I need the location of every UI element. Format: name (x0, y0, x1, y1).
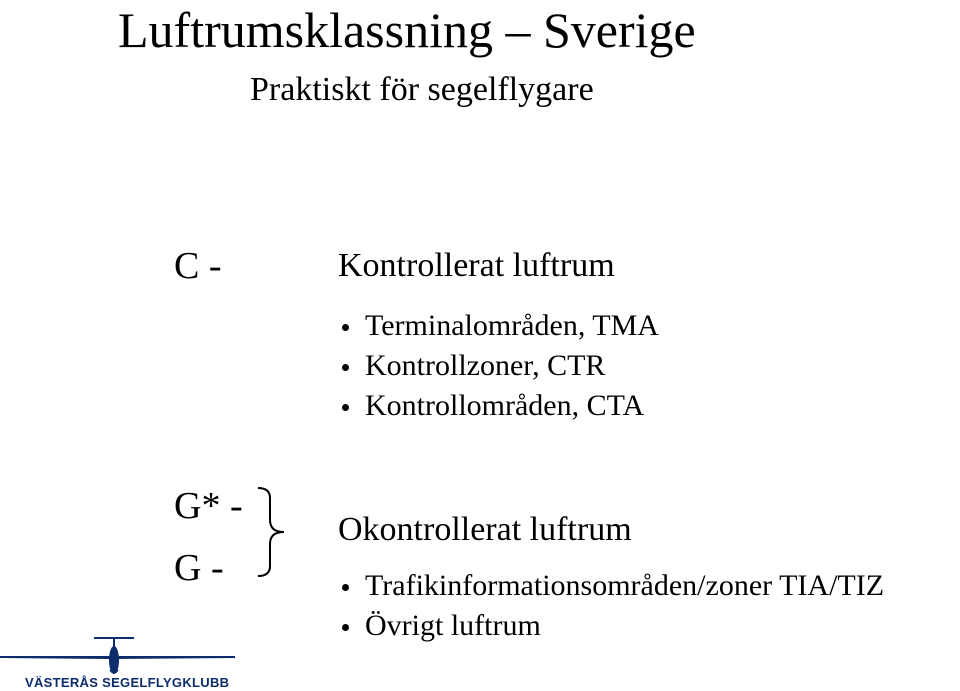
club-logo-text: VÄSTERÅS SEGELFLYGKLUBB (25, 675, 230, 690)
list-item: Trafikinformationsområden/zoner TIA/TIZ (338, 566, 884, 606)
class-g-label: G - (174, 547, 224, 589)
list-item: Kontrollområden, CTA (338, 386, 659, 426)
class-g-star-label: G* - (174, 485, 243, 527)
list-item: Övrigt luftrum (338, 606, 884, 646)
brace-icon (254, 486, 294, 578)
list-item: Kontrollzoner, CTR (338, 346, 659, 386)
uncontrolled-airspace-list (338, 566, 884, 646)
list-item: Terminalområden, TMA (338, 306, 659, 346)
uncontrolled-airspace-heading: Okontrollerat luftrum (338, 511, 632, 548)
page-subtitle: Praktiskt för segelflygare (250, 71, 594, 108)
page-title: Luftrumsklassning – Sverige (118, 2, 696, 58)
class-c-label: C - (174, 245, 222, 287)
controlled-airspace-heading: Kontrollerat luftrum (338, 247, 615, 284)
controlled-airspace-list (338, 306, 659, 426)
